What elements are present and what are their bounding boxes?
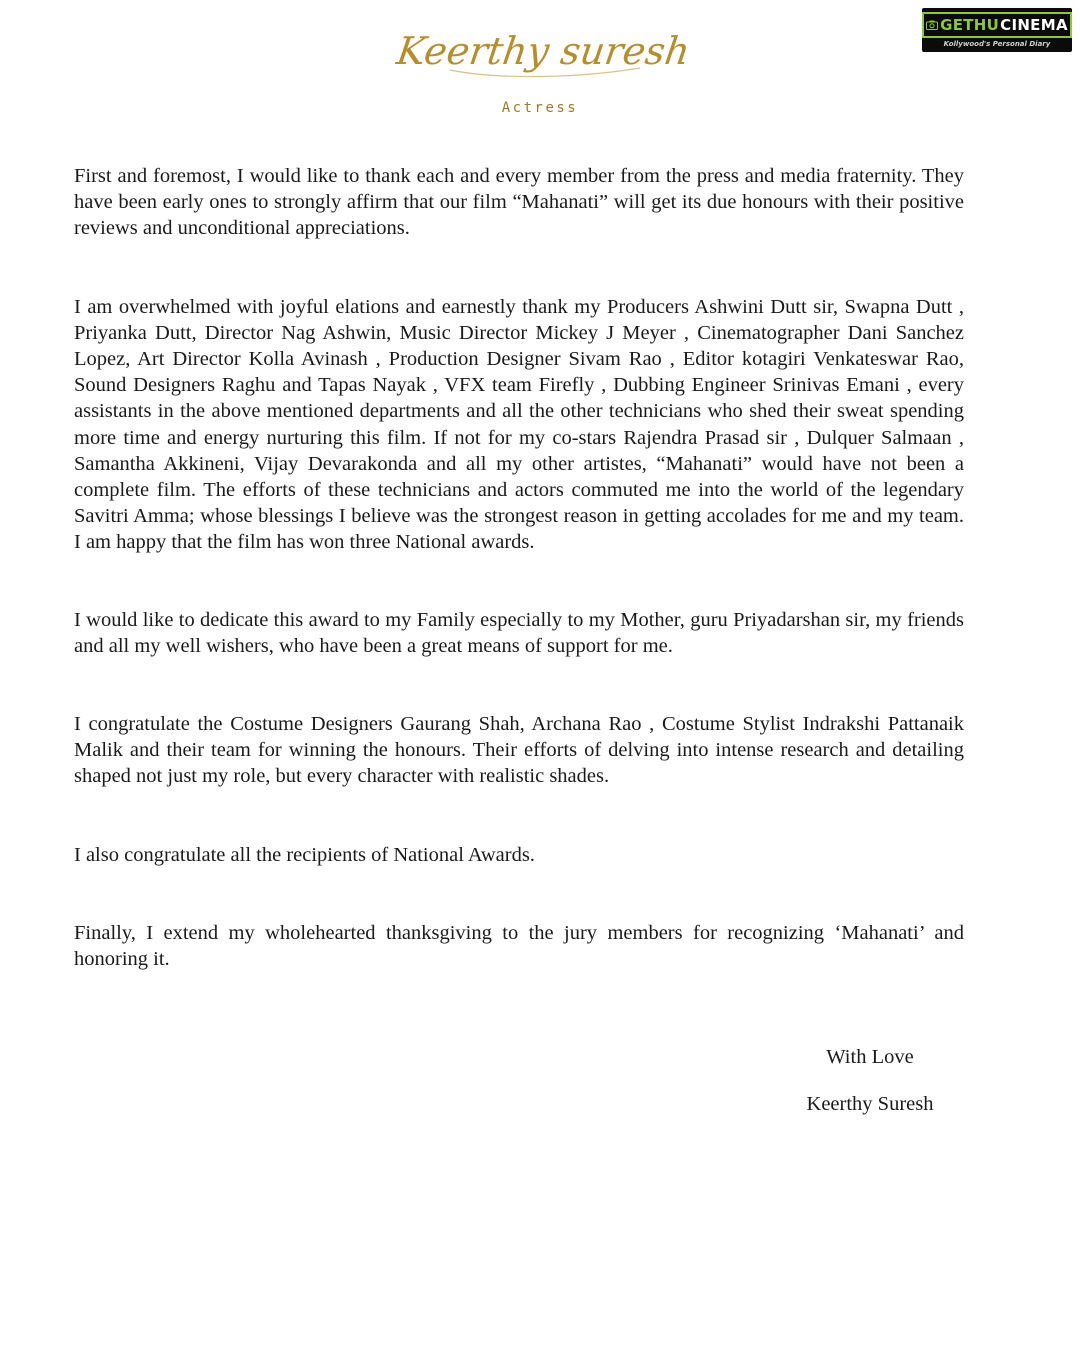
signature-logo	[393, 18, 693, 98]
watermark-tagline: Kollywood's Personal Diary	[943, 40, 1051, 48]
paragraph-thanks-press: First and foremost, I would like to thank each and every member from the press and media fraternity. They have been early ones to strongly affirm that our film “Mahanati” will get its due honours with their positive reviews and unconditional appreciations.	[74, 165, 964, 240]
paragraph-thanks-crew: I am overwhelmed with joyful elations and earnestly thank my Producers Ashwini Dutt sir, Swapna Dutt , Priyanka Dutt, Director Nag Ashwin, Music Director Mickey J Meyer , Cinematographer Dani Sanchez Lopez, Art Director Kolla Avinash , Production Designer Sivam Rao , Editor kotagiri Venkateswar Rao, Sound Designers Raghu and Tapas Nayak , VFX team Firefly , Dubbing Engineer Srinivas Emani , every assistants in the above mentioned departments and all the other technicians who shed their sweat spending more time and energy nurturing this film. If not for my co-stars Rajendra Prasad sir , Dulquer Salmaan , Samantha Akkineni, Vijay Devarakonda and all my other artistes, “Mahanati” would have not been a complete film. The efforts of these technicians and actors commuted me into the world of the legendary Savitri Amma; whose blessings I believe was the strongest reason in getting accolades for me and my team. I am happy that the film has won three National awards.	[74, 295, 964, 554]
closing-block	[802, 1044, 938, 1117]
letter-body	[74, 163, 964, 972]
paragraph-recipients-congrats: I also congratulate all the recipients of National Awards.	[74, 843, 535, 866]
paragraph-costume-congrats: I congratulate the Costume Designers Gaurang Shah, Archana Rao , Costume Stylist Indrakshi Pattanaik Malik and their team for winning the honours. Their efforts of delving into intense research and detailing shaped not just my role, but every character with realistic shades.	[74, 713, 964, 788]
designation: Actress	[501, 100, 579, 116]
watermark-brand-part1: GETHU	[940, 16, 1000, 34]
letterhead	[0, 18, 1080, 116]
closing-salutation: With Love	[826, 1046, 914, 1068]
svg-text:Keerthy suresh: Keerthy suresh	[393, 30, 693, 74]
signatory-name: Keerthy Suresh	[806, 1093, 934, 1115]
watermark-brand-part2: CINEMA	[1000, 16, 1068, 34]
paragraph-dedication: I would like to dedicate this award to my Family especially to my Mother, guru Priyadarshan sir, my friends and all my well wishers, who have been a great means of support for me.	[74, 608, 964, 657]
paragraph-jury-thanks: Finally, I extend my wholehearted thanksgiving to the jury members for recognizing ‘Mahanati’ and honoring it.	[74, 921, 964, 971]
